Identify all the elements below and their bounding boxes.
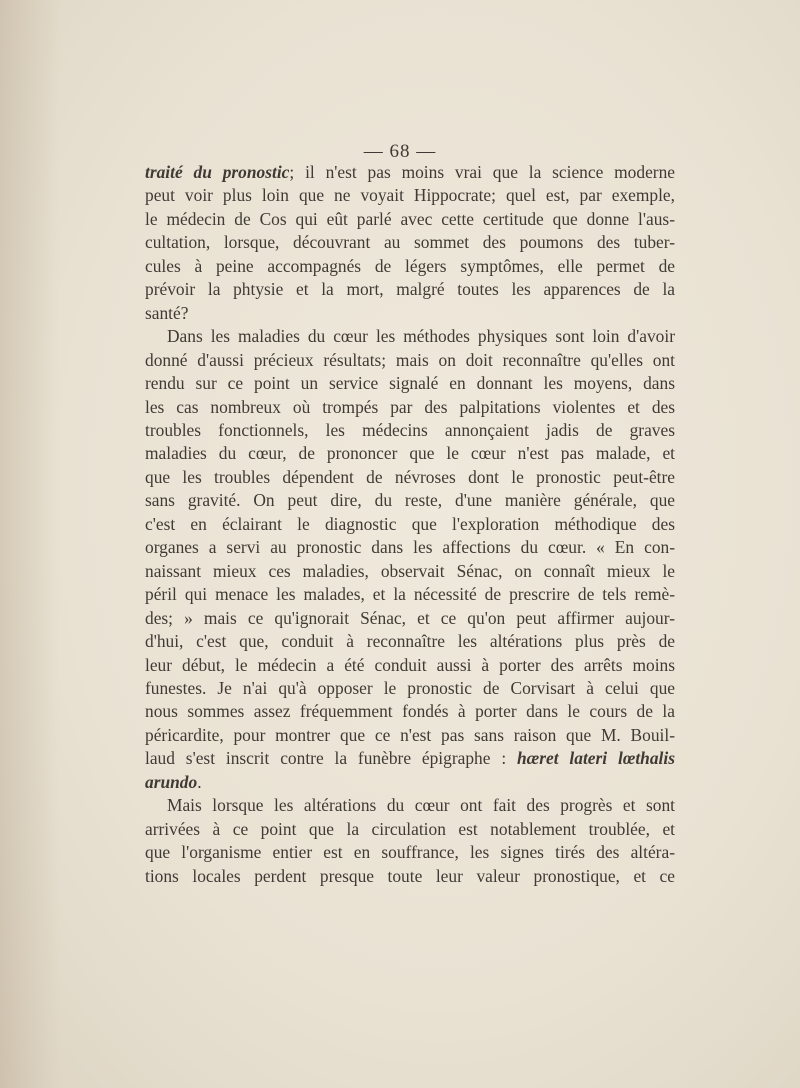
text-line: troubles fonctionnels, les médecins annonçaient jadis de graves [145, 419, 675, 440]
text-line: le médecin de Cos qui eût parlé avec cette certitude que donne l'aus- [145, 208, 675, 229]
italic-phrase: traité du pronostic [145, 162, 290, 182]
text-line: péril qui menace les malades, et la nécessité de prescrire de tels remè- [145, 584, 675, 605]
text-line: rendu sur ce point un service signalé en donnant les moyens, dans [145, 373, 675, 394]
text-run: . [197, 771, 202, 792]
text-line: tions locales perdent presque toute leur valeur pronostique, et ce [145, 865, 675, 886]
text-line: peut voir plus loin que ne voyait Hippocrate; quel est, par exemple, [145, 185, 675, 206]
latin-epigraph: hæret lateri lœthalis [517, 748, 675, 769]
page-number: — 68 — [363, 141, 437, 162]
text-line: naissant mieux ces maladies, observait Sénac, on connaît mieux le [145, 560, 675, 581]
text-line: leur début, le médecin a été conduit aussi à porter des arrêts moins [145, 654, 675, 675]
text-line: cules à peine accompagnés de légers symptômes, elle permet de [145, 255, 675, 276]
paragraph-3-first-line: Mais lorsque les altérations du cœur ont fait des progrès et sont [167, 795, 675, 816]
text-run: ; il n'est pas moins vrai que la science moderne [289, 162, 675, 182]
body-text [145, 161, 675, 888]
text-line: les cas nombreux où trompés par des palpitations violentes et des [145, 396, 675, 417]
text-line: organes a servi au pronostic dans les affections du cœur. « En con- [145, 537, 675, 558]
text-line: arrivées à ce point que la circulation est notablement troublée, et [145, 818, 675, 839]
latin-epigraph-end: arundo [145, 771, 198, 792]
text-line: nous sommes assez fréquemment fondés à porter dans le cours de la [145, 701, 675, 722]
text-line: des; » mais ce qu'ignorait Sénac, et ce qu'on peut affirmer aujour- [145, 607, 675, 628]
paragraph-1-line-1 [145, 161, 675, 184]
text-line: que les troubles dépendent de névroses dont le pronostic peut-être [145, 466, 675, 487]
text-line: sans gravité. On peut dire, du reste, d'une manière générale, que [145, 490, 675, 511]
text-line: prévoir la phtysie et la mort, malgré toutes les apparences de la [145, 279, 675, 300]
epigraph-line [145, 747, 675, 770]
text-line: cultation, lorsque, découvrant au sommet des poumons des tuber- [145, 232, 675, 253]
text-line: funestes. Je n'ai qu'à opposer le pronostic de Corvisart à celui que [145, 677, 675, 698]
paragraph-2-first-line: Dans les maladies du cœur les méthodes physiques sont loin d'avoir [167, 326, 675, 347]
text-line: péricardite, pour montrer que ce n'est pas sans raison que M. Bouil- [145, 724, 675, 745]
text-line: c'est en éclairant le diagnostic que l'exploration méthodique des [145, 513, 675, 534]
text-line: donné d'aussi précieux résultats; mais on doit reconnaître qu'elles ont [145, 349, 675, 370]
text-line: santé? [145, 302, 189, 323]
text-line: que l'organisme entier est en souffrance, les signes tirés des altéra- [145, 842, 675, 863]
text-run: laud s'est inscrit contre la funèbre épigraphe : [145, 748, 518, 769]
epigraph-line-end [145, 771, 675, 794]
text-line: d'hui, c'est que, conduit à reconnaître les altérations plus près de [145, 631, 675, 652]
page-edge-shadow [0, 0, 60, 1088]
text-line: maladies du cœur, de prononcer que le cœur n'est pas malade, et [145, 443, 675, 464]
